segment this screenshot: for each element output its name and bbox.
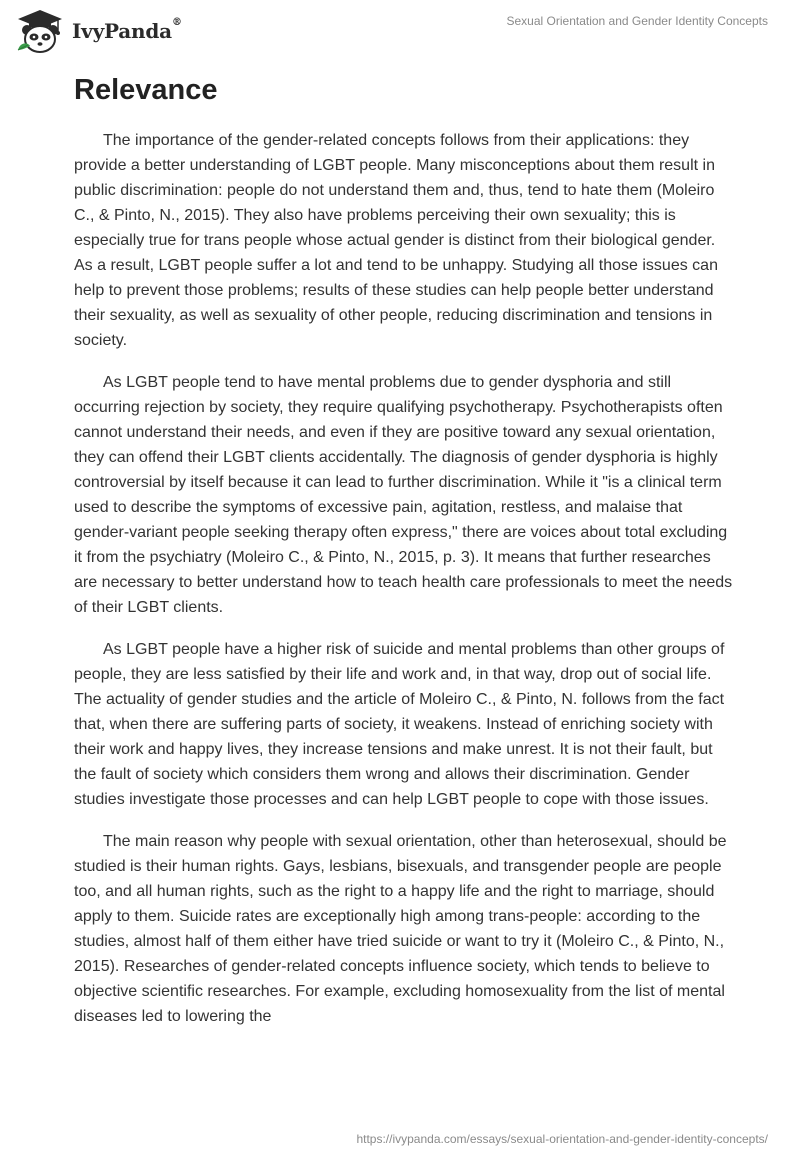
page-header [0, 0, 800, 60]
paragraph: As LGBT people tend to have mental problems due to gender dysphoria and still occurring rejection by society, they require qualifying psychotherapy. Psychotherapists often cannot understand their needs, and even if they are positive toward any sexual orientation, they can offend their LGBT clients accidentally. The diagnosis of gender dysphoria is highly controversial by itself because it can lead to further discrimination. While it "is a clinical term used to describe the symptoms of excessive pain, agitation, restless, and malaise that gender-variant people seeking therapy often express," there are voices about total excluding it from the psychiatry (Moleiro C., & Pinto, N., 2015, p. 3). It means that further researches are necessary to better understand how to teach health care professionals to meet the needs of their LGBT clients. [74, 374, 733, 616]
essay-content [74, 70, 734, 1046]
brand-name: IvyPanda® [72, 17, 182, 43]
section-heading: Relevance [74, 74, 218, 106]
registered-mark: ® [171, 17, 182, 28]
logo[interactable] [14, 8, 182, 54]
running-title: Sexual Orientation and Gender Identity Concepts [506, 14, 768, 28]
panda-graduate-icon [14, 8, 66, 54]
paragraph: The importance of the gender-related concepts follows from their applications: they provide a better understanding of LGBT people. Many misconceptions about them result in public discrimination: people do not understand them and, thus, tend to hate them (Moleiro C., & Pinto, N., 2015). They also have problems perceiving their own sexuality; this is especially true for trans people whose actual gender is distinct from their biological gender. As a result, LGBT people suffer a lot and tend to be unhappy. Studying all those issues can help to prevent those problems; results of these studies can help people better understand their sexuality, as well as sexuality of other people, reducing discrimination and tensions in society. [74, 132, 718, 349]
paragraph: As LGBT people have a higher risk of suicide and mental problems than other groups of people, they are less satisfied by their life and work and, in that way, drop out of social life. The actuality of gender studies and the article of Moleiro C., & Pinto, N. follows from the fact that, when there are suffering parts of society, it weakens. Instead of enriching society with their work and happy lives, they increase tensions and make unrest. It is not their fault, but the fault of society which considers them wrong and allows their discrimination. Gender studies investigate those processes and can help LGBT people to cope with those issues. [74, 641, 725, 808]
source-url[interactable]: https://ivypanda.com/essays/sexual-orientation-and-gender-identity-concepts/ [356, 1132, 768, 1146]
paragraph: The main reason why people with sexual orientation, other than heterosexual, should be studied is their human rights. Gays, lesbians, bisexuals, and transgender people are people too, and all human rights, such as the right to a happy life and the right to marriage, should apply to them. Suicide rates are exceptionally high among trans-people: according to the studies, almost half of them either have tried suicide or want to try it (Moleiro C., & Pinto, N., 2015). Researches of gender-related concepts influence society, which tends to believe to objective scientific researches. For example, excluding homosexuality from the list of mental diseases led to lowering the [74, 833, 727, 1025]
